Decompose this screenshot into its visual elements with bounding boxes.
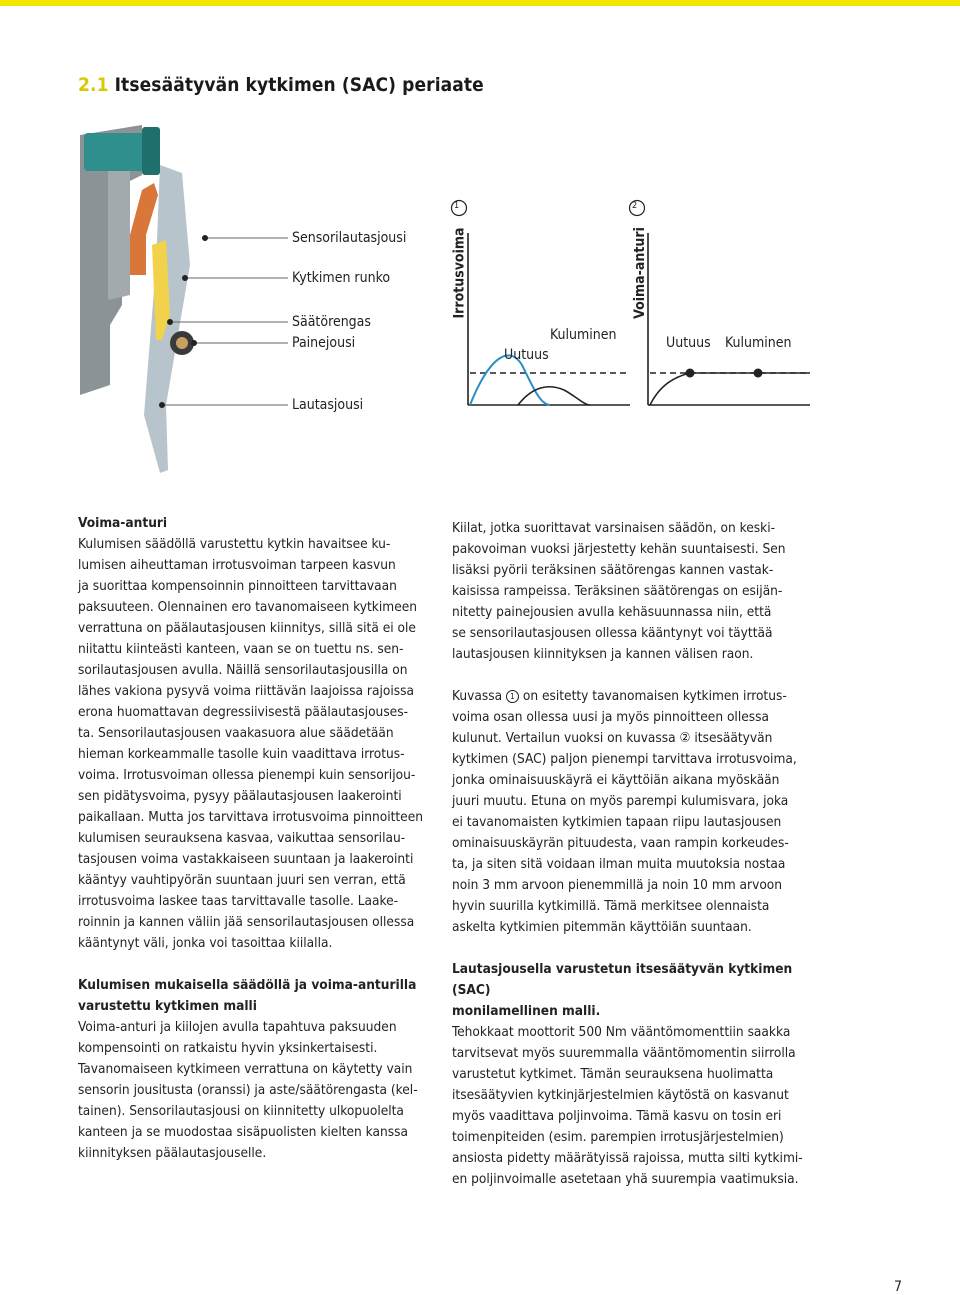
graph-2-new-label: Uutuus [666, 335, 711, 351]
label-adjuster-ring: Säätörengas [292, 314, 371, 330]
graph-2-worn-label: Kuluminen [725, 335, 792, 351]
top-accent-bar [0, 0, 960, 6]
text-line: voima. Irrotusvoiman ollessa pienempi kuin sensorijou- [78, 767, 416, 783]
text-line: tarvitsevat myös suuremmalla vääntömomentin siirrolla [452, 1045, 796, 1061]
text-line: voima osan ollessa uusi ja myös pinnoitteen ollessa [452, 709, 769, 725]
graph-2-ylabel: Voima-anturi [631, 227, 648, 319]
label-clutch-body: Kytkimen runko [292, 270, 391, 286]
text-line: toimenpiteiden (esim. parempien irrotusjärjestelmien) [452, 1129, 784, 1145]
graph-2 [648, 233, 810, 405]
text-line: kiinnityksen päälautasjouselle. [78, 1145, 267, 1161]
right-column [452, 518, 822, 1190]
text-line: askelta kytkimien pitemmän käyttöiän suuntaan. [452, 919, 752, 935]
text-line: hyvin suurilla kytkimillä. Tämä merkitsee olennaista [452, 898, 770, 914]
text-line: lisäksi pyörii teräksinen säätörengas kannen vastak- [452, 562, 774, 578]
text-line: nitetty painejousien avulla kehäsuunnassa niin, että [452, 604, 772, 620]
text-line: ta. Sensorilautasjousen vaakasuora alue säädetään [78, 725, 394, 741]
text-line: tasjousen voima vastakkaiseen suuntaan ja laakerointi [78, 851, 414, 867]
text-line: ansiosta pidetty määrätyissä rajoissa, mutta silti kytkimi- [452, 1150, 803, 1166]
text-line: paksuuteen. Olennainen ero tavanomaiseen kytkimeen [78, 599, 418, 615]
text-line: kulunut. Vertailun vuoksi on kuvassa ② itsesäätyvän [452, 730, 773, 746]
text-line [452, 686, 822, 707]
left-paragraph-2 [78, 1017, 440, 1164]
text-line: kulumisen seurauksena kasvaa, vaikuttaa sensorilau- [78, 830, 406, 846]
section-title [78, 74, 484, 96]
text-line: lumisen aiheuttaman irrotusvoiman tarpeen kasvun [78, 557, 396, 573]
right-paragraph-3 [452, 1022, 822, 1190]
left-paragraph-1 [78, 534, 440, 954]
heading-multiplate-2: monilamellinen malli. [452, 1003, 601, 1019]
circled-number-1: 1 [506, 690, 519, 703]
heading-model: Kulumisen mukaisella säädöllä ja voima-anturilla [78, 977, 417, 993]
text-line: hieman korkeammalle tasolle kuin vaadittava irrotus- [78, 746, 405, 762]
left-column [78, 513, 440, 1164]
label-diaphragm-spring: Lautasjousi [292, 397, 364, 413]
curve-worn [518, 387, 590, 405]
text-line: paikallaan. Mutta jos tarvittava irrotusvoima pinnoitteen [78, 809, 423, 825]
text-line: erona huomattavan degressiivisestä päälautasjouses- [78, 704, 408, 720]
heading-model-2: varustettu kytkimen malli [78, 998, 257, 1014]
text-line: se sensorilautasjousen ollessa kääntynyt voi täyttää [452, 625, 773, 641]
graph-1-worn-label: Kuluminen [550, 327, 617, 343]
text-line: noin 3 mm arvoon pienemmillä ja noin 10 mm arvoon [452, 877, 783, 893]
label-sensor-spring: Sensorilautasjousi [292, 230, 407, 246]
right-paragraph-2 [452, 686, 822, 938]
text-line: irrotusvoima laskee taas tarvittavalle tasolle. Laake- [78, 893, 399, 909]
text-line: tainen). Sensorilautasjousi on kiinnitetty ulkopuolelta [78, 1103, 404, 1119]
text-line: Kiilat, jotka suorittavat varsinaisen säädön, on keski- [452, 520, 776, 536]
text-line: niitattu kiinteästi kanteen, vaan se on tuettu ns. sen- [78, 641, 404, 657]
heading-multiplate: Lautasjousella varustetun itsesäätyvän kytkimen (SAC) [452, 961, 793, 998]
text-line: kääntynyt väli, jonka voi tasoittaa kiilalla. [78, 935, 333, 951]
graph-1 [468, 233, 630, 405]
text-line: sorilautasjousen avulla. Näillä sensorilautasjousilla on [78, 662, 408, 678]
text-line: kytkimen (SAC) paljon pienempi tarvittava irrotusvoima, [452, 751, 797, 767]
text-line: en poljinvoimalle asetetaan yhä suurempia vaatimuksia. [452, 1171, 799, 1187]
graph-2-marker: 2 [632, 201, 638, 211]
graph-1-new-label: Uutuus [504, 347, 549, 363]
text-line: varustetut kytkimet. Tämän seurauksena huolimatta [452, 1066, 774, 1082]
section-number: 2.1 [78, 74, 109, 96]
text-line: pakovoiman vuoksi järjestetty kehän suuntaisesti. Sen [452, 541, 786, 557]
text-line: kompensointi on ratkaistu hyvin yksinkertaisesti. [78, 1040, 378, 1056]
page-number: 7 [893, 1279, 902, 1295]
text-line: juuri muutu. Etuna on myös parempi kulumisvara, joka [452, 793, 789, 809]
text-line: ominaisuuskäyrän pituudesta, vaan rampin korkeudes- [452, 835, 789, 851]
text-line: kääntyy vauhtipyörän suuntaan juuri sen verran, että [78, 872, 406, 888]
clutch-illustration [70, 115, 830, 490]
text-line: verrattuna on päälautasjousen kiinnitys, sillä sitä ei ole [78, 620, 416, 636]
text-line: roinnin ja kannen väliin jää sensorilautasjousen ollessa [78, 914, 415, 930]
graph-1-marker: 1 [454, 201, 460, 211]
heading-force-sensor: Voima-anturi [78, 515, 168, 531]
text-fragment: on esitetty tavanomaisen kytkimen irrotus- [518, 688, 787, 704]
right-paragraph-1 [452, 518, 822, 665]
text-line: itsesäätyvien kytkinjärjestelmien käytöstä on kasvanut [452, 1087, 789, 1103]
section-title-text: Itsesäätyvän kytkimen (SAC) periaate [114, 74, 484, 96]
figure [70, 115, 830, 490]
text-line: lautasjousen kiinnityksen ja kannen välisen raon. [452, 646, 754, 662]
text-line: lähes vakiona pysyvä voima riittävän laajoissa rajoissa [78, 683, 414, 699]
text-line: Tavanomaiseen kytkimeen verrattuna on käytetty vain [78, 1061, 413, 1077]
text-line: kaisissa rampeissa. Teräksinen säätörengas on esijän- [452, 583, 783, 599]
text-line: sen pidätysvoima, pysyy päälautasjousen laakerointi [78, 788, 402, 804]
text-line: myös vaadittava poljinvoima. Tämä kasvu on tosin eri [452, 1108, 782, 1124]
text-line: Tehokkaat moottorit 500 Nm vääntömomenttiin saakka [452, 1024, 791, 1040]
text-line: kanteen ja se muodostaa sisäpuolisten kielten kanssa [78, 1124, 409, 1140]
text-line: sensorin jousitusta (oranssi) ja aste/säätörengasta (kel- [78, 1082, 418, 1098]
text-line: Voima-anturi ja kiilojen avulla tapahtuva paksuuden [78, 1019, 397, 1035]
text-fragment: Kuvassa [452, 688, 506, 704]
text-line: ei tavanomaisten kytkimien tapaan riipu lautasjousen [452, 814, 782, 830]
text-line: jonka ominaisuuskäyrä ei käyttöiän aikana myöskään [452, 772, 780, 788]
text-line: ja suorittaa kompensoinnin pinnoitteen tarvittavaan [78, 578, 397, 594]
graph-1-ylabel: Irrotusvoima [451, 227, 468, 319]
text-line: Kulumisen säädöllä varustettu kytkin havaitsee ku- [78, 536, 391, 552]
text-line: ta, ja siten sitä voidaan ilman muita muutoksia nostaa [452, 856, 786, 872]
label-pressure-spring: Painejousi [292, 335, 356, 351]
